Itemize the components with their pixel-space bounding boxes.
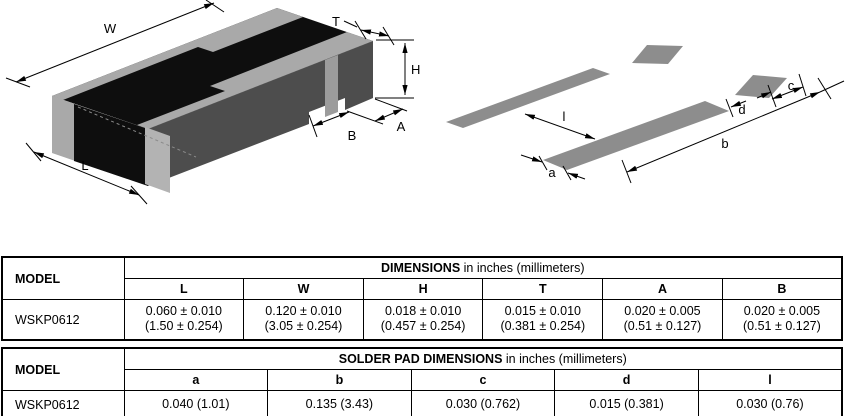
solder-pad-table-header-row <box>2 348 842 370</box>
pad-cell-d: 0.015 (0.381) <box>555 391 699 416</box>
pad-cell-a: 0.040 (1.01) <box>124 391 268 416</box>
dim-arrow-pad-a <box>568 173 585 179</box>
dim-label-h: H <box>411 62 421 77</box>
model-cell: WSKP0612 <box>2 391 124 416</box>
dim-line-pad-l <box>525 114 595 139</box>
solder-pad-col-c: c <box>411 370 555 391</box>
dim-label-pad-c: c <box>787 78 795 93</box>
value-inches: 0.060 ± 0.010 <box>145 304 223 318</box>
ext-line <box>347 111 383 124</box>
value-inches: 0.120 ± 0.010 <box>265 304 342 318</box>
solder-pad-column-header-row <box>2 370 842 391</box>
dim-cell-B <box>722 300 842 341</box>
value-inches: 0.015 ± 0.010 <box>504 304 581 318</box>
dimensions-col-B: B <box>722 279 842 300</box>
dimensions-col-W: W <box>244 279 364 300</box>
solder-pad-data-row <box>2 391 842 416</box>
ext-line <box>131 186 147 204</box>
ext-line <box>818 78 831 99</box>
solder-pad-table <box>1 347 843 416</box>
value-inches: 0.020 ± 0.005 <box>624 304 701 318</box>
value-mm: (0.381 ± 0.254) <box>500 319 586 333</box>
chip-left-terminal-wrap <box>145 127 170 193</box>
dimensions-title-units: in inches (millimeters) <box>460 261 585 275</box>
dimensions-model-header: MODEL <box>2 257 124 300</box>
dim-label-pad-l: l <box>562 109 566 124</box>
value-mm: (3.05 ± 0.254) <box>264 319 343 333</box>
ext-line <box>622 160 631 183</box>
value-mm: (0.51 ± 0.127) <box>743 319 821 333</box>
dim-label-l: L <box>81 158 89 173</box>
dimensions-column-header-row <box>2 279 842 300</box>
dimensions-table-header-row <box>2 257 842 279</box>
dim-cell-H <box>363 300 483 341</box>
value-mm: (0.51 ± 0.127) <box>623 319 702 333</box>
dim-label-pad-b: b <box>721 136 729 151</box>
value-inches: 0.018 ± 0.010 <box>384 304 462 318</box>
solder-pad-sense-top <box>632 45 683 64</box>
dim-label-b: B <box>347 128 357 143</box>
solder-pad-col-a: a <box>124 370 268 391</box>
dim-label-pad-a: a <box>548 165 556 180</box>
ext-line <box>539 156 547 170</box>
dimensions-table-title <box>124 257 842 279</box>
dimensions-title-bold: DIMENSIONS <box>380 261 461 275</box>
solder-pad-col-b: b <box>268 370 412 391</box>
dim-cell-W <box>244 300 364 341</box>
dim-label-a: A <box>396 119 406 134</box>
model-cell: WSKP0612 <box>2 300 124 341</box>
dimensions-col-L: L <box>124 279 244 300</box>
solder-pad-col-l: l <box>698 370 842 391</box>
dimensions-data-row <box>2 300 842 341</box>
dim-cell-A <box>603 300 723 341</box>
pad-cell-b: 0.135 (3.43) <box>268 391 412 416</box>
ext-line <box>26 143 41 161</box>
solder-pad-right-long <box>543 101 729 170</box>
solder-pad-title-units: in inches (millimeters) <box>502 352 627 366</box>
value-mm: (0.457 ± 0.254) <box>380 319 466 333</box>
value-mm: (1.50 ± 0.254) <box>144 319 223 333</box>
dim-label-w: W <box>103 21 117 36</box>
dimensions-col-A: A <box>603 279 723 300</box>
ext-line <box>383 27 394 45</box>
ext-line <box>6 78 30 87</box>
dimensions-col-T: T <box>483 279 603 300</box>
chip-isometric-view <box>52 8 373 193</box>
ext-line <box>206 0 224 12</box>
dim-cell-L <box>124 300 244 341</box>
pad-cell-c: 0.030 (0.762) <box>411 391 555 416</box>
ext-line <box>799 74 806 96</box>
pad-cell-l: 0.030 (0.76) <box>698 391 842 416</box>
ext-line <box>726 99 733 117</box>
solder-pad-table-title <box>124 348 842 370</box>
solder-pad-layout-view <box>446 45 787 170</box>
solder-pad-left-long <box>446 68 610 128</box>
chip-right-terminal-wrap <box>325 55 338 117</box>
dimensions-col-H: H <box>363 279 483 300</box>
dim-arrow-pad-a <box>521 155 542 162</box>
dim-label-pad-d: d <box>738 102 746 117</box>
solder-pad-model-header: MODEL <box>2 348 124 391</box>
solder-pad-title-bold: SOLDER PAD DIMENSIONS <box>338 352 503 366</box>
dim-label-t: T <box>332 14 340 29</box>
value-inches: 0.020 ± 0.005 <box>743 304 821 318</box>
solder-pad-col-d: d <box>555 370 699 391</box>
solder-pad-sense-right <box>735 75 787 98</box>
dimensions-table <box>1 256 843 341</box>
dim-cell-T <box>483 300 603 341</box>
